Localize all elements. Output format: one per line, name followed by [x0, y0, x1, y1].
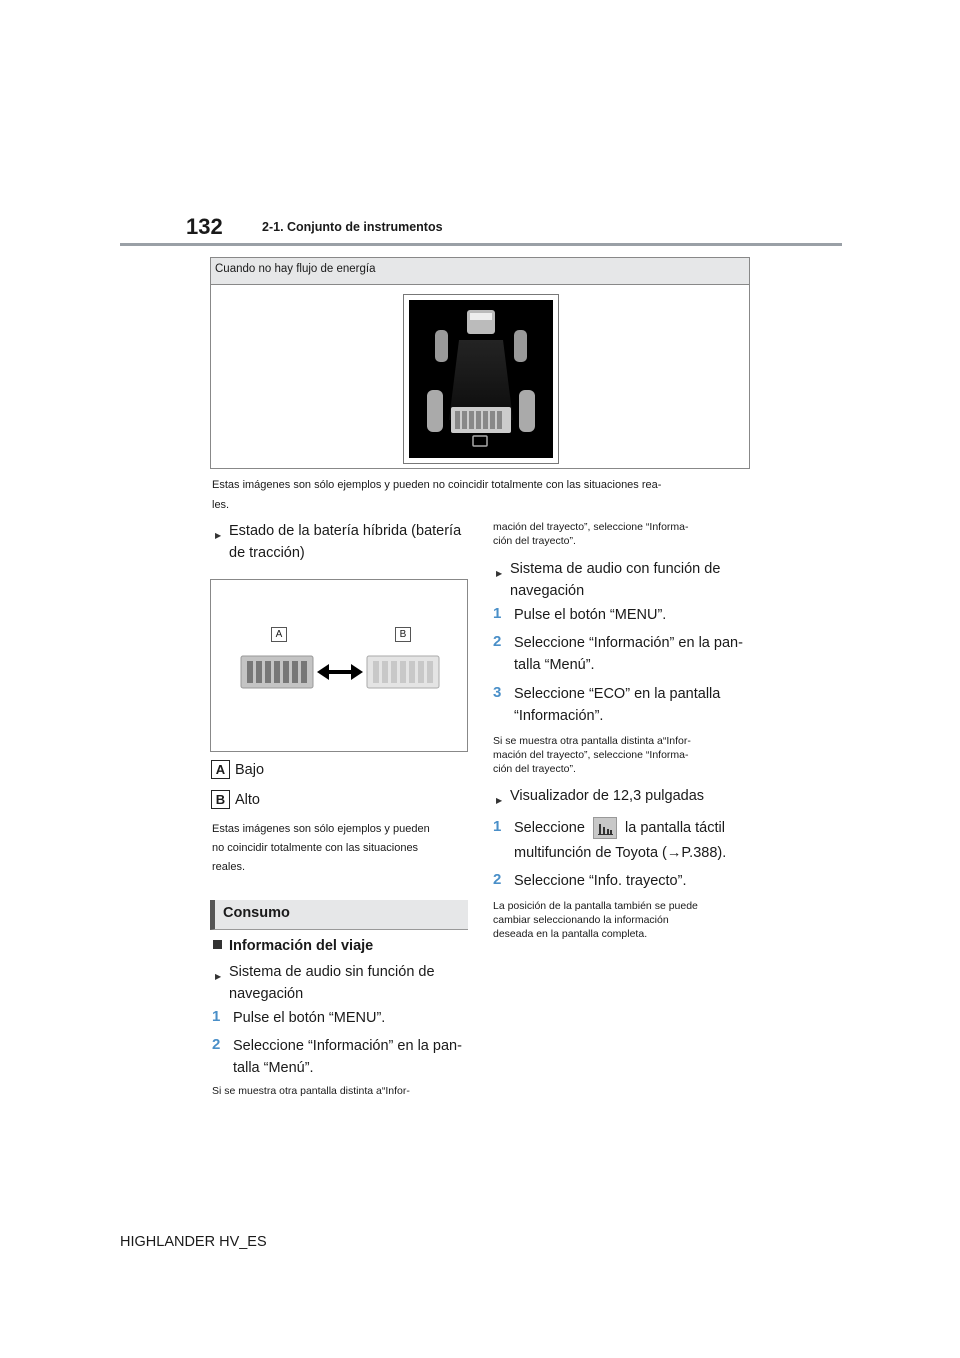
display-12-note-line3: deseada en la pantalla completa.: [493, 928, 648, 940]
battery-note-line1: Estas imágenes son sólo ejemplos y pueden: [212, 823, 430, 835]
audio-nav-step3-line1: Seleccione “ECO” en la pantalla: [514, 686, 721, 702]
battery-note-line2: no coincidir totalmente con las situaciones: [212, 842, 419, 854]
step-number: 3: [493, 684, 502, 701]
energy-monitor-screen: [409, 300, 553, 458]
audio-nav-title-line2: navegación: [510, 583, 585, 599]
audio-no-nav-title-line1: ▶ Sistema de audio sin función de: [229, 961, 435, 983]
section-title: 2-1. Conjunto de instrumentos: [262, 220, 443, 234]
legend-badge-a: A: [211, 760, 230, 779]
display-12-note-line2: cambiar seleccionando la información: [493, 914, 669, 926]
audio-nav-note-line3: ción del trayecto”.: [493, 763, 576, 775]
energy-flow-figure: [210, 257, 750, 469]
audio-nav-step1: Pulse el botón “MENU”.: [514, 607, 667, 623]
audio-no-nav-title-line2: navegación: [229, 986, 304, 1002]
continued-note-line1: mación del trayecto”, seleccione “Informa-: [493, 521, 689, 533]
battery-heading-line1: ▶ Estado de la batería híbrida (batería: [229, 520, 461, 542]
vehicle-energy-icon: [409, 300, 553, 458]
legend-badge-b: B: [211, 790, 230, 809]
trip-info-subhead: Información del viaje: [229, 935, 373, 957]
audio-nav-step2-line2: talla “Menú”.: [514, 657, 595, 673]
figure-label-b: B: [395, 627, 411, 642]
battery-state-figure: [210, 579, 468, 752]
images-note-line1: Estas imágenes son sólo ejemplos y pueden no coincidir totalmente con las situaciones rea-: [212, 479, 662, 491]
header-divider: [120, 243, 842, 246]
display-12-title: ▶ Visualizador de 12,3 pulgadas: [510, 785, 704, 807]
audio-nav-step2-line1: Seleccione “Información” en la pan-: [514, 635, 743, 651]
audio-nav-note-line1: Si se muestra otra pantalla distinta a“Infor-: [493, 735, 691, 747]
audio-no-nav-step2-line2: talla “Menú”.: [233, 1060, 314, 1076]
step-number: 1: [493, 818, 502, 835]
display-12-step2: Seleccione “Info. trayecto”.: [514, 873, 687, 889]
figure-caption: Cuando no hay flujo de energía: [211, 258, 749, 285]
step-number: 2: [493, 871, 502, 888]
battery-low-high-icon: [239, 652, 444, 692]
bar-chart-icon: [593, 817, 617, 839]
screen-frame: [403, 294, 559, 464]
consumo-section-title: Consumo: [210, 900, 468, 930]
legend-b-text: Alto: [235, 792, 260, 808]
page-number: 132: [186, 214, 223, 239]
step-number: 1: [212, 1008, 221, 1025]
battery-note-line3: reales.: [212, 861, 246, 873]
display-12-step1-line2: multifunción de Toyota (→P.388).: [514, 845, 727, 861]
audio-nav-note-line2: mación del trayecto”, seleccione “Informa-: [493, 749, 689, 761]
audio-no-nav-step2-line1: Seleccione “Información” en la pan-: [233, 1038, 462, 1054]
battery-heading-line2: de tracción): [229, 545, 305, 561]
audio-no-nav-step1: Pulse el botón “MENU”.: [233, 1010, 386, 1026]
audio-nav-step3-line2: “Información”.: [514, 708, 604, 724]
display-12-note-line1: La posición de la pantalla también se puede: [493, 900, 698, 912]
legend-a-text: Bajo: [235, 762, 265, 778]
step-number: 2: [493, 633, 502, 650]
display-12-step1-pre: Seleccione: [514, 820, 585, 836]
display-12-step1-post: la pantalla táctil: [625, 820, 725, 836]
audio-no-nav-note: Si se muestra otra pantalla distinta a“Infor-: [212, 1085, 410, 1097]
figure-label-a: A: [271, 627, 287, 642]
continued-note-line2: ción del trayecto”.: [493, 535, 576, 547]
display-12-step1-line1: [514, 817, 725, 839]
step-number: 1: [493, 605, 502, 622]
images-note-line2: les.: [212, 499, 230, 511]
step-number: 2: [212, 1036, 221, 1053]
footer-model: HIGHLANDER HV_ES: [120, 1234, 267, 1250]
audio-nav-title-line1: ▶ Sistema de audio con función de: [510, 558, 720, 580]
